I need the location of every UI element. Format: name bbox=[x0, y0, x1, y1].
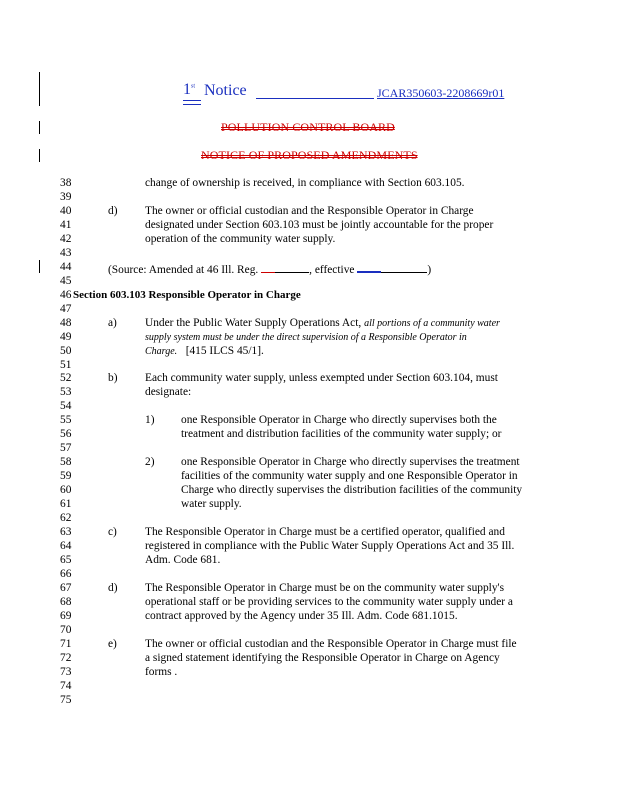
body-line: Charge who directly supervises the distribution facilities of the community bbox=[181, 484, 523, 496]
line-number: 45 bbox=[60, 275, 72, 287]
revision-bar bbox=[39, 260, 40, 273]
line-number: 71 bbox=[60, 638, 72, 650]
body-line: supply system must be under the direct supervision of a Responsible Operator in bbox=[145, 332, 467, 343]
line-number: 60 bbox=[60, 484, 72, 496]
body-line: operational staff or be providing services to the community water supply under a bbox=[145, 596, 513, 608]
blank-field bbox=[261, 262, 275, 273]
line-number: 56 bbox=[60, 428, 72, 440]
double-underline bbox=[183, 100, 201, 101]
board-name: POLLUTION CONTROL BOARD bbox=[221, 120, 395, 134]
line-number: 41 bbox=[60, 219, 72, 231]
line-number: 59 bbox=[60, 470, 72, 482]
body-line: a signed statement identifying the Responsible Operator in Charge on Agency bbox=[145, 652, 500, 664]
line-number: 47 bbox=[60, 303, 72, 315]
body-line: The owner or official custodian and the Responsible Operator in Charge bbox=[145, 205, 474, 217]
line-number: 42 bbox=[60, 233, 72, 245]
notice-number: 1st bbox=[183, 81, 196, 98]
line-number: 67 bbox=[60, 582, 72, 594]
body-line: facilities of the community water supply and one Responsible Operator in bbox=[181, 470, 518, 482]
body-line: forms . bbox=[145, 666, 178, 678]
body-line: one Responsible Operator in Charge who directly supervises both the bbox=[181, 414, 497, 426]
body-line: The Responsible Operator in Charge must be a certified operator, qualified and bbox=[145, 526, 505, 538]
line-number: 63 bbox=[60, 526, 72, 538]
body-line: The Responsible Operator in Charge must be on the community water supply's bbox=[145, 582, 504, 594]
line-number: 39 bbox=[60, 191, 72, 203]
line-number: 75 bbox=[60, 694, 72, 706]
line-number: 48 bbox=[60, 317, 72, 329]
body-line: Under the Public Water Supply Operations Act, all portions of a community water bbox=[145, 317, 500, 329]
body-line: water supply. bbox=[181, 498, 242, 510]
section-heading: Section 603.103 Responsible Operator in Charge bbox=[73, 289, 301, 301]
revision-bar bbox=[39, 72, 40, 106]
source-note: (Source: Amended at 46 Ill. Reg. , effective ) bbox=[108, 261, 431, 277]
line-number: 51 bbox=[60, 359, 72, 371]
line-number: 44 bbox=[60, 261, 72, 273]
item-label: e) bbox=[108, 638, 117, 650]
line-number: 64 bbox=[60, 540, 72, 552]
body-line: Adm. Code 681. bbox=[145, 554, 221, 566]
line-number: 62 bbox=[60, 512, 72, 524]
line-number: 58 bbox=[60, 456, 72, 468]
double-underline bbox=[183, 104, 201, 105]
line-number: 68 bbox=[60, 596, 72, 608]
body-line: change of ownership is received, in compliance with Section 603.105. bbox=[145, 177, 465, 189]
line-number: 40 bbox=[60, 205, 72, 217]
line-number: 50 bbox=[60, 345, 72, 357]
body-line: designated under Section 603.103 must be jointly accountable for the proper bbox=[145, 219, 494, 231]
item-label: 1) bbox=[145, 414, 155, 426]
revision-bar bbox=[39, 121, 40, 134]
item-label: c) bbox=[108, 526, 117, 538]
body-line: designate: bbox=[145, 386, 192, 398]
body-line: treatment and distribution facilities of the community water supply; or bbox=[181, 428, 502, 440]
line-number: 72 bbox=[60, 652, 72, 664]
body-line: operation of the community water supply. bbox=[145, 233, 336, 245]
jcar-underline bbox=[256, 98, 374, 99]
jcar-id: JCAR350603-2208669r01 bbox=[377, 86, 505, 100]
body-line: contract approved by the Agency under 35 Ill. Adm. Code 681.1015. bbox=[145, 610, 458, 622]
line-number: 61 bbox=[60, 498, 72, 510]
line-number: 69 bbox=[60, 610, 72, 622]
line-number: 55 bbox=[60, 414, 72, 426]
line-number: 53 bbox=[60, 386, 72, 398]
line-number: 52 bbox=[60, 372, 72, 384]
revision-bar bbox=[39, 149, 40, 162]
body-line: registered in compliance with the Public Water Supply Operations Act and 35 Ill. bbox=[145, 540, 515, 552]
notice-title: Notice bbox=[204, 82, 247, 99]
blank-field bbox=[275, 262, 309, 273]
line-number: 57 bbox=[60, 442, 72, 454]
blank-field bbox=[381, 262, 427, 273]
item-label: b) bbox=[108, 372, 118, 384]
line-number: 70 bbox=[60, 624, 72, 636]
line-number: 43 bbox=[60, 247, 72, 259]
item-label: 2) bbox=[145, 456, 155, 468]
line-number: 66 bbox=[60, 568, 72, 580]
body-line: Each community water supply, unless exempted under Section 603.104, must bbox=[145, 372, 498, 384]
item-label: a) bbox=[108, 317, 117, 329]
line-number: 65 bbox=[60, 554, 72, 566]
line-number: 49 bbox=[60, 331, 72, 343]
line-number: 54 bbox=[60, 400, 72, 412]
body-line: The owner or official custodian and the Responsible Operator in Charge must file bbox=[145, 638, 517, 650]
line-number: 74 bbox=[60, 680, 72, 692]
body-line: Charge. [415 ILCS 45/1]. bbox=[145, 345, 264, 357]
blank-field bbox=[357, 261, 381, 273]
line-number: 73 bbox=[60, 666, 72, 678]
line-number: 46 bbox=[60, 289, 72, 301]
item-label: d) bbox=[108, 582, 118, 594]
line-number: 38 bbox=[60, 177, 72, 189]
document-subtitle: NOTICE OF PROPOSED AMENDMENTS bbox=[201, 148, 418, 162]
item-label: d) bbox=[108, 205, 118, 217]
body-line: one Responsible Operator in Charge who directly supervises the treatment bbox=[181, 456, 520, 468]
